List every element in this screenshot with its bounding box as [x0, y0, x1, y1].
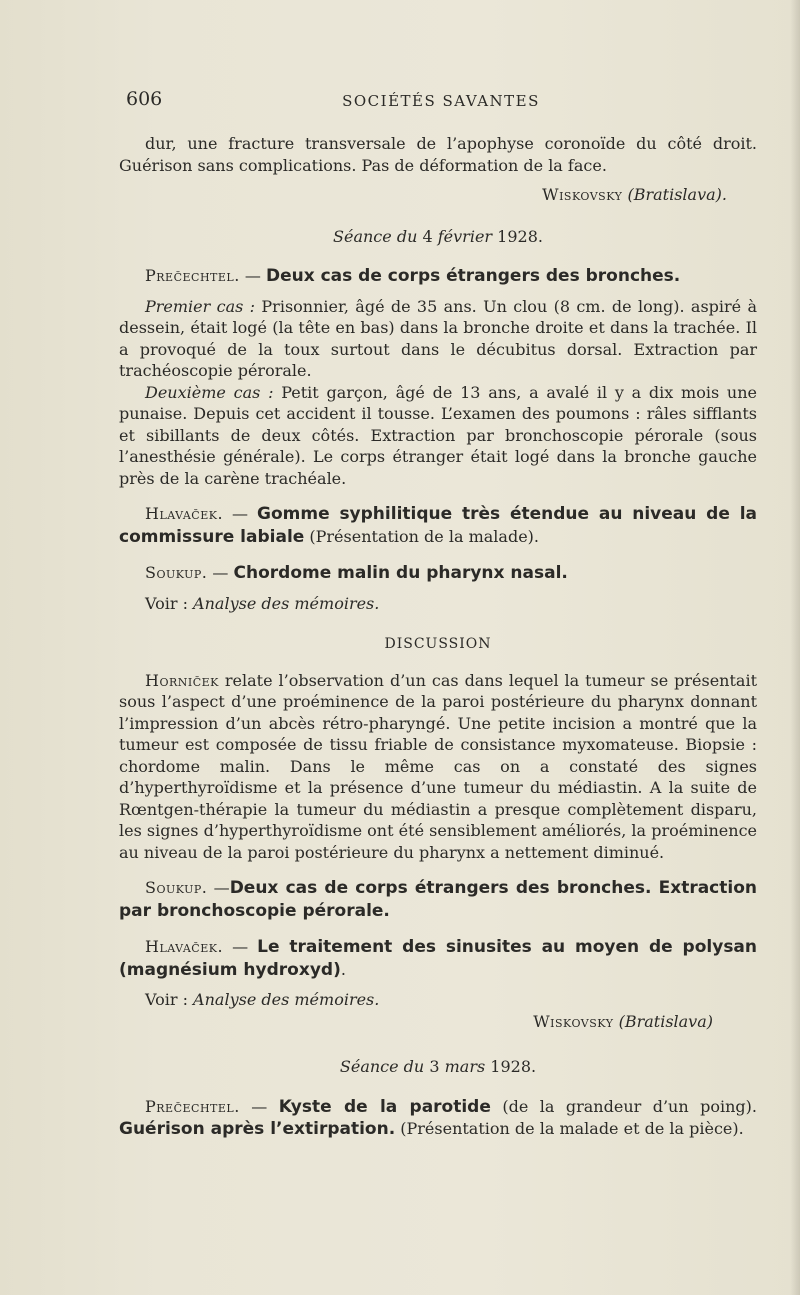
entry-dash: — [223, 504, 258, 523]
page-number: 606 [126, 88, 163, 110]
entry-heading [119, 877, 757, 922]
session-month: février [437, 226, 493, 246]
case-text: Prisonnier, âgé de 35 ans. Un clou (8 cm. de long). aspiré à dessein, était logé (la tête en bas) dans la bronche droite et dans la trachée. Il a provoqué de la toux surtout dans le décubitus dorsal. Extraction par trachéoscopie pérorale. [119, 296, 758, 380]
entry-title: Le traitement des sinusites au moyen de polysan [257, 937, 758, 957]
entry-note: (Présentation de la malade). [304, 526, 539, 546]
entry-title-part: (magnésium hydroxyd) [119, 959, 341, 980]
entry-title: Chordome malin du pharynx nasal. [233, 563, 568, 583]
entry-heading [119, 265, 757, 288]
entry-paren: (de la grandeur d’un poing). [490, 1096, 757, 1116]
see-reference [119, 989, 757, 1011]
signature-place: (Bratislava) [618, 1011, 713, 1031]
discussion-paragraph [119, 670, 757, 864]
signature [119, 184, 757, 206]
page-body [119, 133, 757, 1141]
entry-author: Soukup. [145, 878, 208, 897]
entry-dash: — [223, 937, 258, 956]
see-prefix: Voir : [145, 990, 194, 1009]
see-link: Analyse des mémoires. [193, 990, 380, 1009]
case-label: Deuxième cas : [145, 382, 274, 402]
session-date [119, 226, 757, 248]
entry-title: Deux cas de corps étrangers des bronches. [265, 266, 681, 286]
case-text: Petit garçon, âgé de 13 ans, a avalé il y a dix mois une punaise. Depuis cet accident il tousse. L’examen des poumons : râles sifflants et sibillants de deux côtés. Extraction par bronchoscopie pérorale (sous l’anesthésie générale). Le corps étranger était logé dans la bronche gauche près de la carène trachéale. [119, 382, 758, 488]
entry-author: Prec̆echtel. [145, 1096, 240, 1116]
entry-dash: — [207, 878, 230, 897]
entry-author: Soukup. [145, 563, 208, 582]
signature [119, 1011, 757, 1033]
paragraph-continuation: dur, une fracture transversale de l’apophyse coronoïde du côté droit. Guérison sans complications. Pas de déformation de la face. [119, 134, 757, 175]
entry-author: Hlavac̆ek. [145, 504, 224, 523]
see-reference [119, 593, 757, 615]
signature-name: Wiskovsky [542, 185, 623, 204]
entry-end: . [340, 959, 346, 979]
discussion-text: relate l’observation d’un cas dans lequel la tumeur se présentait sous l’aspect d’une proéminence de la paroi postérieure du pharynx donnant l’impression d’un abcès rétro-pharyngé. Une petite incision a montré que la tumeur est composée de tissu friable de consistance myxomateuse. Biopsie : chordome malin. Dans le même cas on a constaté des signes d’hyperthyroïdisme et la présence d’une tumeur du médiastin. A la suite de Rœntgen-thérapie la tumeur du médiastin a presque complètement disparu, les signes d’hyperthyroïdisme ont été sensiblement améliorés, la proéminence au niveau de la paroi postérieure du pharynx a nettement diminué. [119, 670, 757, 862]
case-paragraph [119, 296, 757, 382]
session-month: mars [444, 1057, 486, 1076]
case-paragraph [119, 382, 757, 490]
session-day: 4 [422, 226, 433, 246]
see-link: Analyse des mémoires. [193, 593, 380, 613]
entry-title: Kyste de la parotide [278, 1096, 491, 1117]
entry-title: Gomme syphilitique très étendue au niveau de la commissure labiale [119, 504, 758, 547]
case-label: Premier cas : [145, 296, 256, 316]
entry-heading [119, 1096, 757, 1141]
entry-dash: — [239, 266, 266, 285]
running-head: SOCIÉTÉS SAVANTES [342, 92, 540, 110]
session-year: 1928. [497, 226, 543, 246]
page-header [126, 88, 756, 114]
entry-author: Hlavac̆ek. [145, 937, 224, 956]
session-prefix: Séance du [333, 226, 418, 246]
see-prefix: Voir : [145, 593, 194, 613]
entry-dash: — [239, 1096, 279, 1116]
entry-dash: — [207, 563, 234, 582]
session-year: 1928. [490, 1057, 537, 1076]
entry-title: Deux cas de corps étrangers des bronches. Extraction par bronchoscopie pérorale. [119, 878, 757, 921]
entry-author: Prec̆echtel. [145, 266, 240, 285]
entry-heading [119, 503, 757, 548]
entry-heading [119, 936, 757, 981]
session-date [119, 1056, 757, 1078]
session-prefix: Séance du [339, 1057, 425, 1076]
entry-author: Hornic̆ek [145, 670, 219, 690]
session-day: 3 [429, 1057, 440, 1076]
entry-note: (Présentation de la malade et de la pièce). [395, 1119, 744, 1138]
entry-title-part: Guérison après l’extirpation. [119, 1119, 396, 1139]
entry-heading [119, 562, 757, 585]
discussion-heading: DISCUSSION [384, 636, 492, 652]
signature-name: Wiskovsky [533, 1011, 614, 1031]
signature-place: (Bratislava). [627, 185, 727, 204]
